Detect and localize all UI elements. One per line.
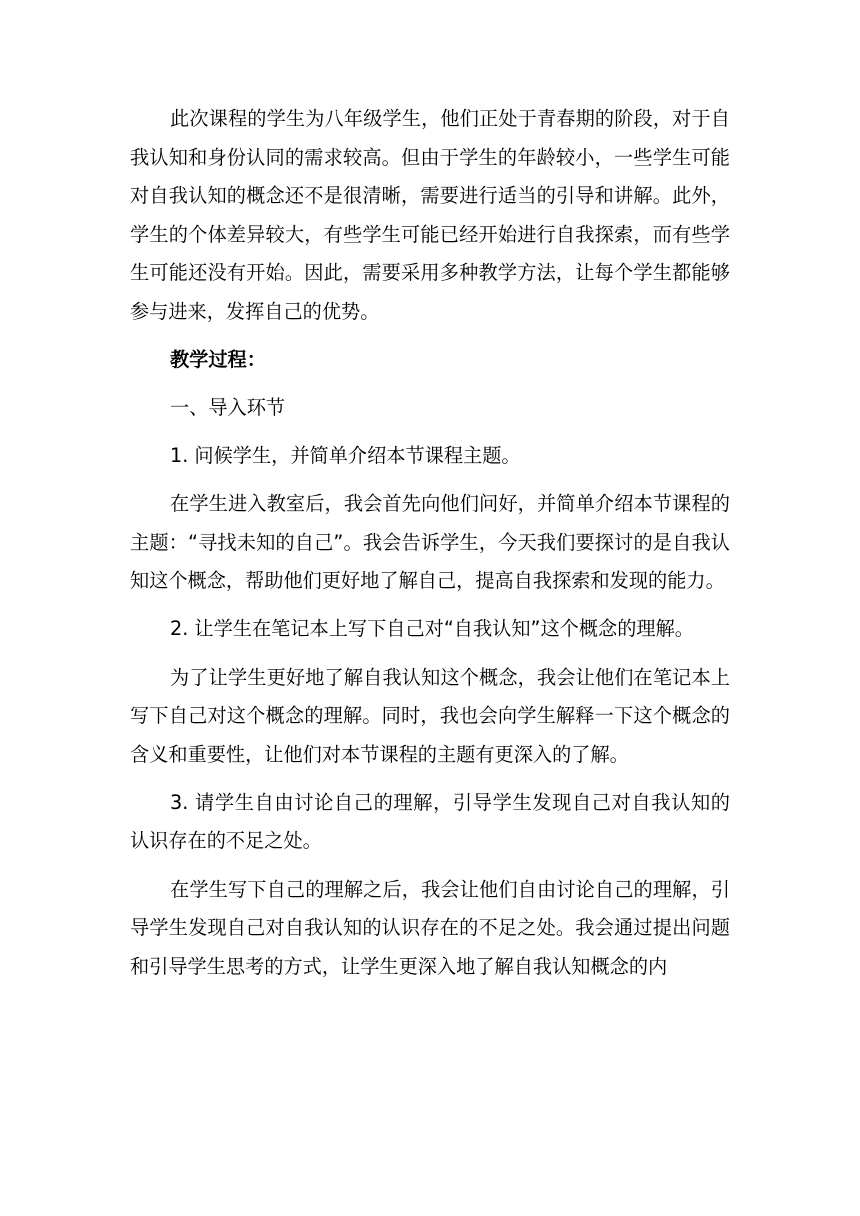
paragraph-step-1-detail: 在学生进入教室后，我会首先向他们问好，并简单介绍本节课程的主题：“寻找未知的自己”。我会告诉学生，今天我们要探讨的是自我认知这个概念，帮助他们更好地了解自己，提高自我探索和发现的能力。 [130,492,730,593]
step-2: 2. 让学生在笔记本上写下自己对“自我认知”这个概念的理解。 [170,617,694,641]
paragraph-student-analysis: 此次课程的学生为八年级学生，他们正处于青春期的阶段，对于自我认知和身份认同的需求较高。但由于学生的年龄较小，一些学生可能对自我认知的概念还不是很清晰，需要进行适当的引导和讲解。此外，学生的个体差异较大，有些学生可能已经开始进行自我探索，而有些学生可能还没有开始。因此，需要采用多种教学方法，让每个学生都能够参与进来，发挥自己的优势。 [130,107,730,323]
document-page [130,100,730,996]
paragraph-step-2-detail: 为了让学生更好地了解自我认知这个概念，我会让他们在笔记本上写下自己对这个概念的理解。同时，我也会向学生解释一下这个概念的含义和重要性，让他们对本节课程的主题有更深入的了解。 [130,665,730,766]
paragraph-step-3-detail: 在学生写下自己的理解之后，我会让他们自由讨论自己的理解，引导学生发现自己对自我认知的认识存在的不足之处。我会通过提出问题和引导学生思考的方式，让学生更深入地了解自我认知概念的内 [130,877,730,978]
section-title-introduction: 一、导入环节 [170,395,286,419]
heading-teaching-process: 教学过程： [170,347,266,371]
step-1: 1. 问候学生，并简单介绍本节课程主题。 [170,444,521,468]
step-3: 3. 请学生自由讨论自己的理解，引导学生发现自己对自我认知的认识存在的不足之处。 [130,790,730,853]
